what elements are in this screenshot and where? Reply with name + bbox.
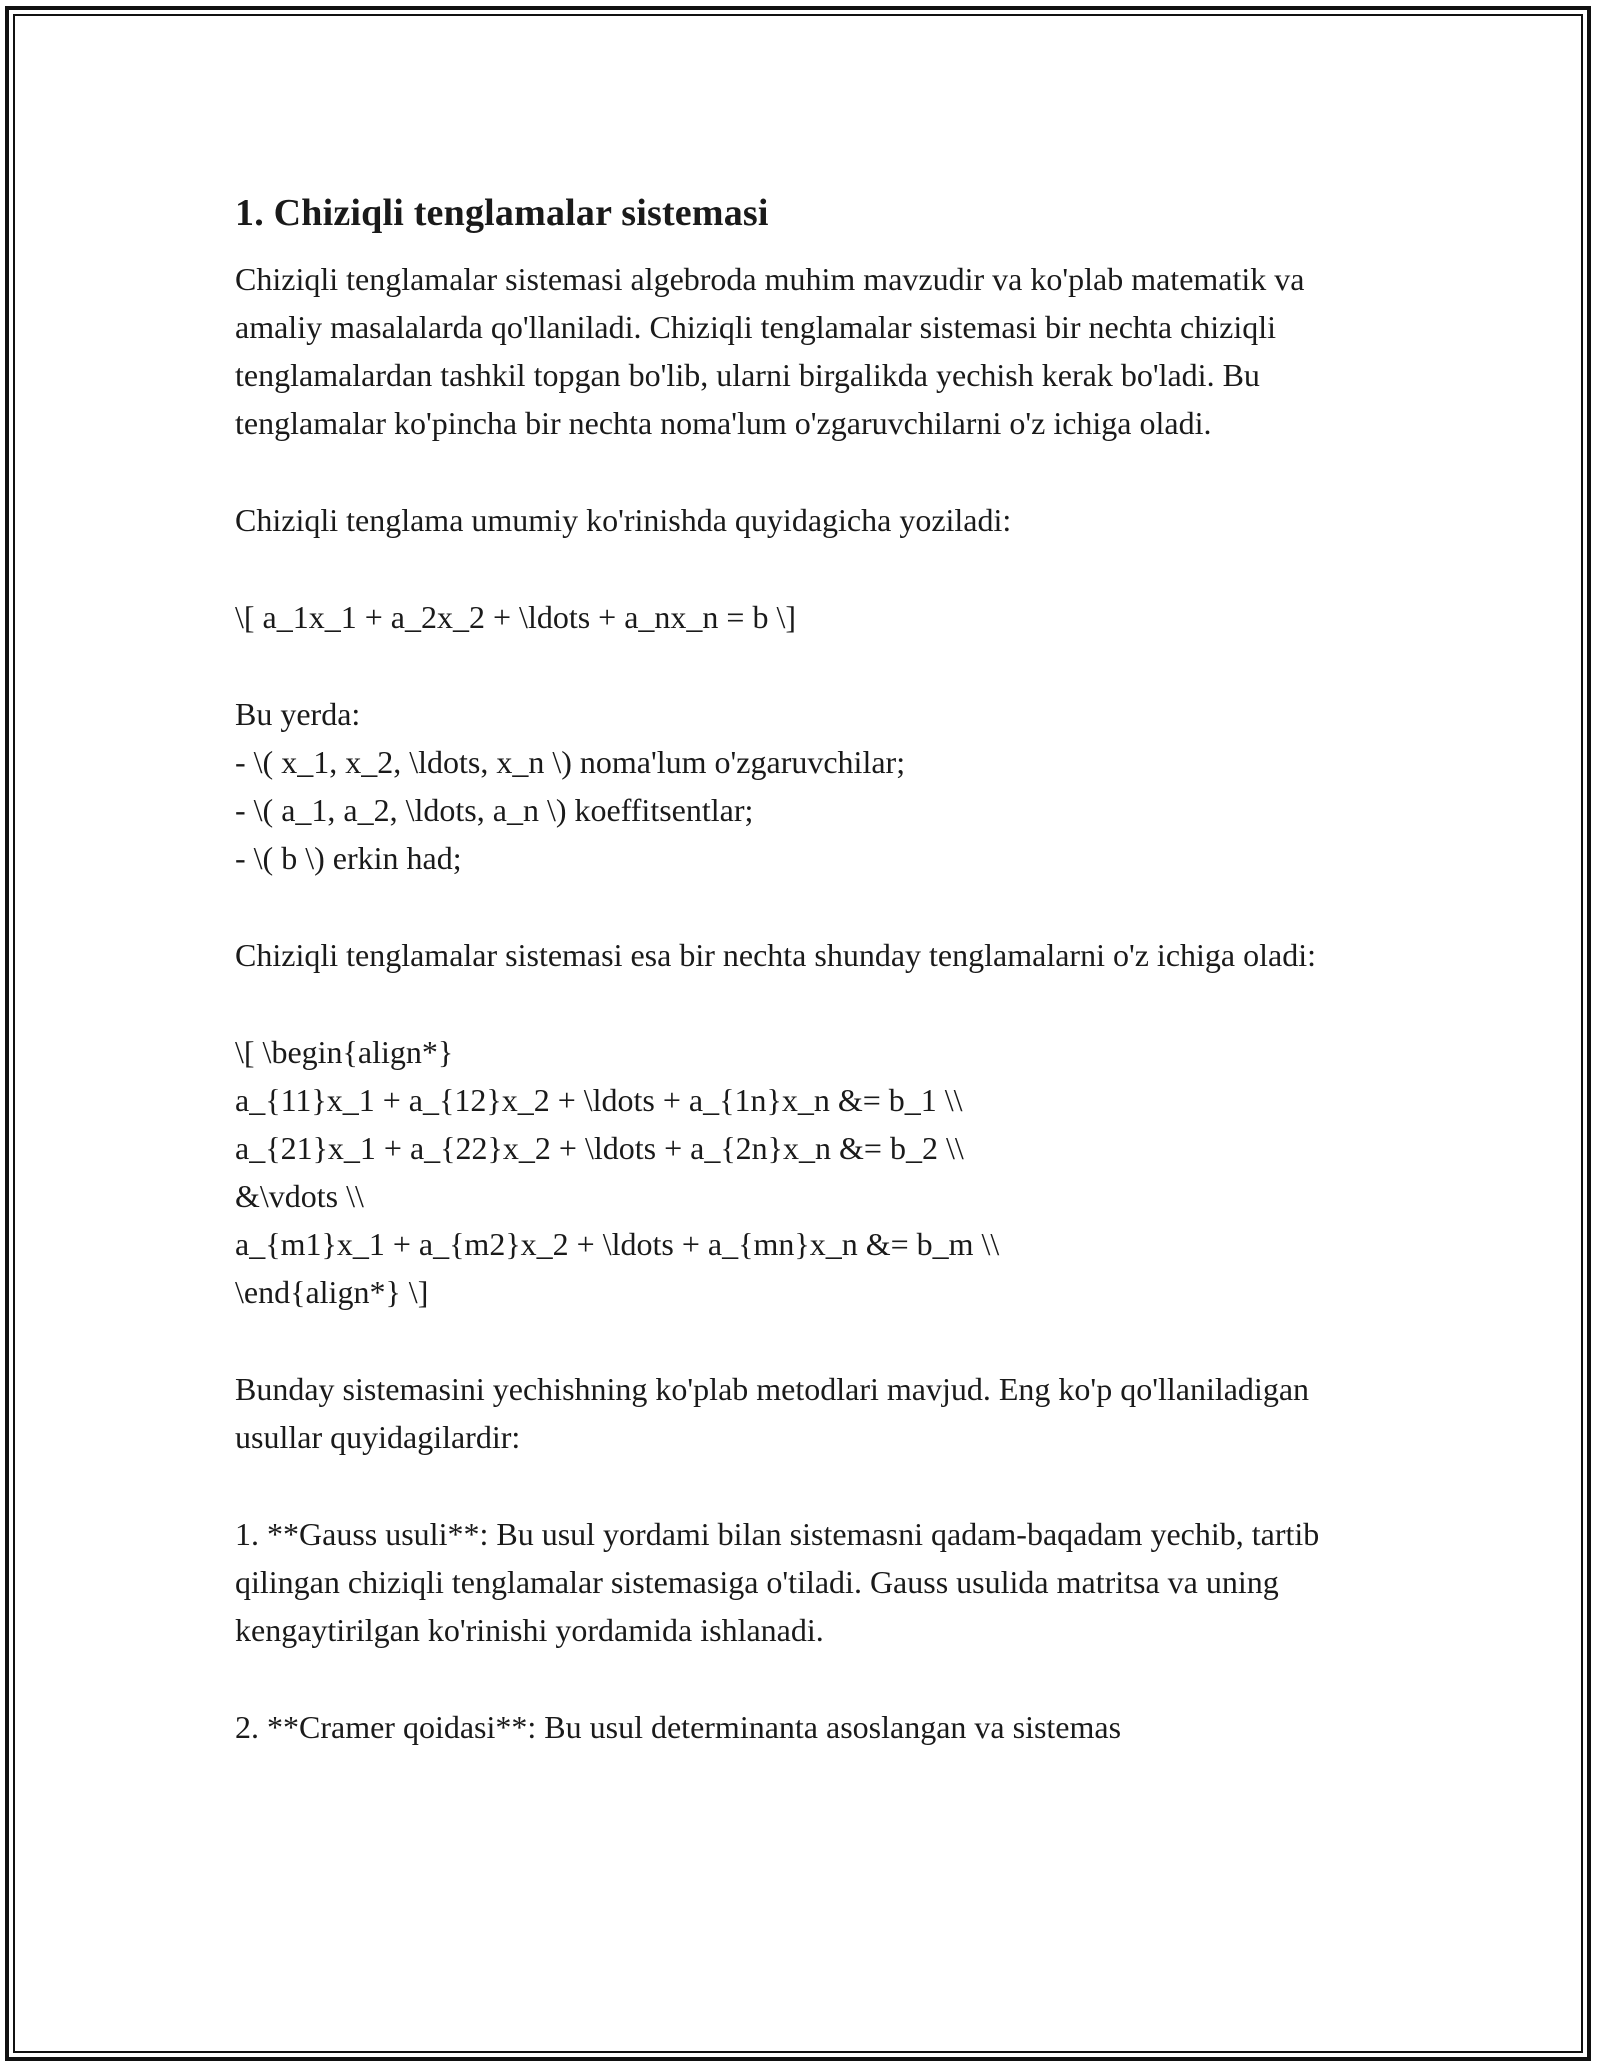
document-body	[235, 185, 1375, 1751]
where-item: - \( a_1, a_2, \ldots, a_n \) koeffitsentlar;	[235, 792, 754, 828]
formula-line: \[ \begin{align*}	[235, 1034, 454, 1070]
method-item-cramer: 2. **Cramer qoidasi**: Bu usul determinanta asoslangan va sistemas	[235, 1709, 1122, 1745]
where-item: - \( b \) erkin had;	[235, 840, 462, 876]
intro-paragraph: Chiziqli tenglamalar sistemasi algebroda muhim mavzudir va ko'plab matematik va amaliy masalalarda qo'llaniladi. Chiziqli tenglamalar sistemasi bir nechta chiziqli tenglamalardan tashkil topgan bo'lib, ularni birgalikda yechish kerak bo'ladi. Bu tenglamalar ko'pincha bir nechta noma'lum o'zgaruvchilarni o'z ichiga oladi.	[235, 261, 1305, 441]
method-item-gauss: 1. **Gauss usuli**: Bu usul yordami bilan sistemasni qadam-baqadam yechib, tartib qilingan chiziqli tenglamalar sistemasiga o'tiladi. Gauss usulida matritsa va uning kengaytirilgan ko'rinishi yordamida ishlanadi.	[235, 1516, 1320, 1648]
formula-line: a_{21}x_1 + a_{22}x_2 + \ldots + a_{2n}x_n &= b_2 \\	[235, 1130, 964, 1166]
methods-intro: Bunday sistemasini yechishning ko'plab metodlari mavjud. Eng ko'p qo'llaniladigan usullar quyidagilardir:	[235, 1371, 1310, 1455]
formula-line: a_{m1}x_1 + a_{m2}x_2 + \ldots + a_{mn}x_n &= b_m \\	[235, 1226, 1000, 1262]
where-label: Bu yerda:	[235, 696, 361, 732]
formula-line: a_{11}x_1 + a_{12}x_2 + \ldots + a_{1n}x_n &= b_1 \\	[235, 1082, 963, 1118]
where-list	[235, 690, 1375, 882]
where-item: - \( x_1, x_2, \ldots, x_n \) noma'lum o'zgaruvchilar;	[235, 744, 906, 780]
general-form-formula: \[ a_1x_1 + a_2x_2 + \ldots + a_nx_n = b \]	[235, 599, 797, 635]
system-formula	[235, 1028, 1375, 1316]
general-form-intro: Chiziqli tenglama umumiy ko'rinishda quyidagicha yoziladi:	[235, 502, 1012, 538]
formula-line: \end{align*} \]	[235, 1274, 429, 1310]
section-title: 1. Chiziqli tenglamalar sistemasi	[235, 192, 769, 234]
formula-line: &\vdots \\	[235, 1178, 364, 1214]
system-intro: Chiziqli tenglamalar sistemasi esa bir nechta shunday tenglamalarni o'z ichiga oladi:	[235, 937, 1316, 973]
